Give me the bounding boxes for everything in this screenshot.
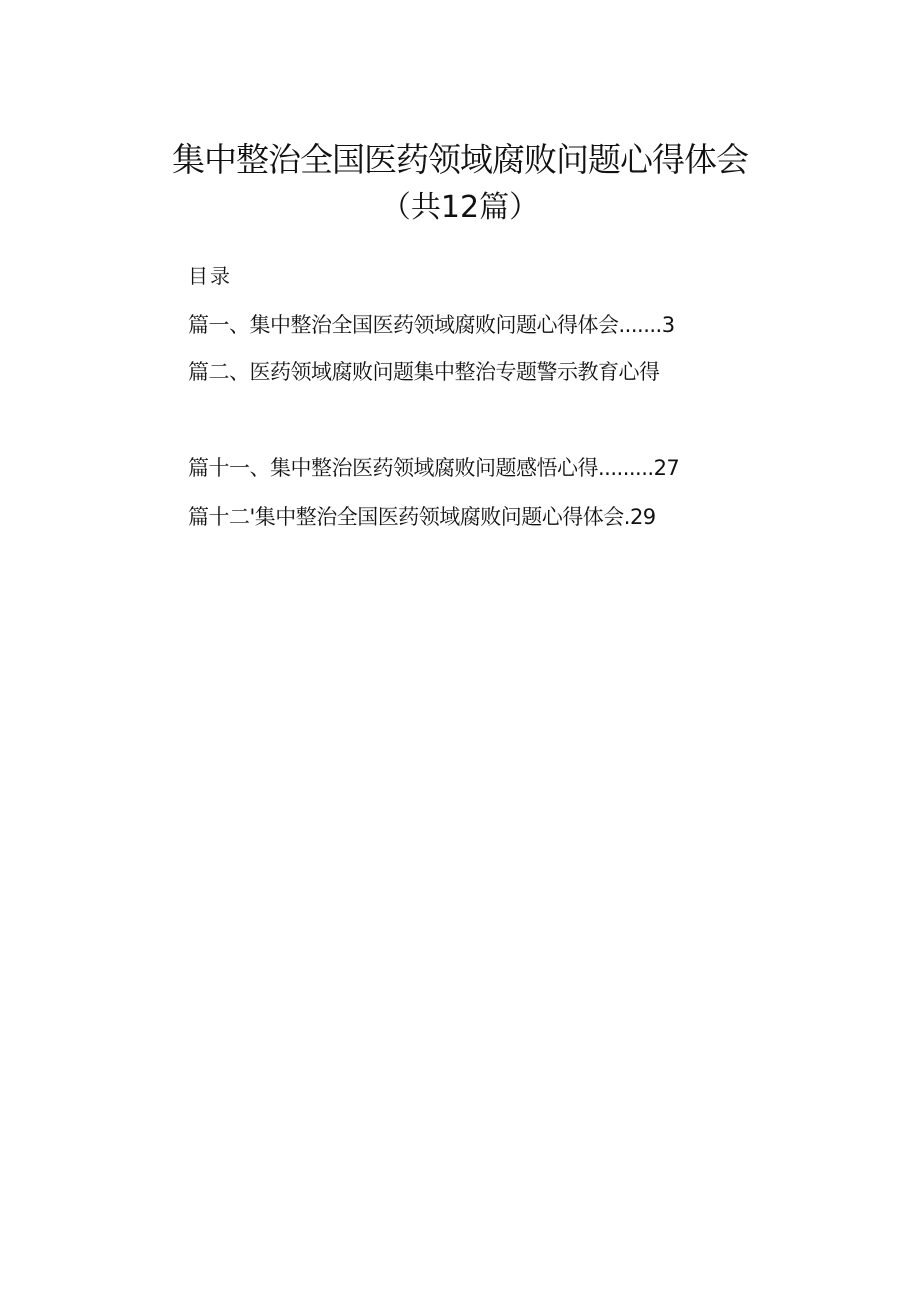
toc-heading: 目录 (188, 264, 232, 288)
toc-entry[interactable]: 篇十二'集中整治全国医药领域腐败问题心得体会.29 (188, 505, 656, 529)
document-title: 集中整治全国医药领域腐败问题心得体会 (172, 140, 748, 179)
document-subtitle: （共12篇） (380, 190, 540, 225)
toc-entry[interactable]: 篇十一、集中整治医药领域腐败问题感悟心得.........27 (188, 456, 680, 480)
title-block (0, 138, 920, 230)
toc-entry[interactable]: 篇一、集中整治全国医药领域腐败问题心得体会.......3 (188, 313, 675, 337)
toc-entry[interactable]: 篇二、医药领域腐败问题集中整治专题警示教育心得 (188, 360, 660, 384)
